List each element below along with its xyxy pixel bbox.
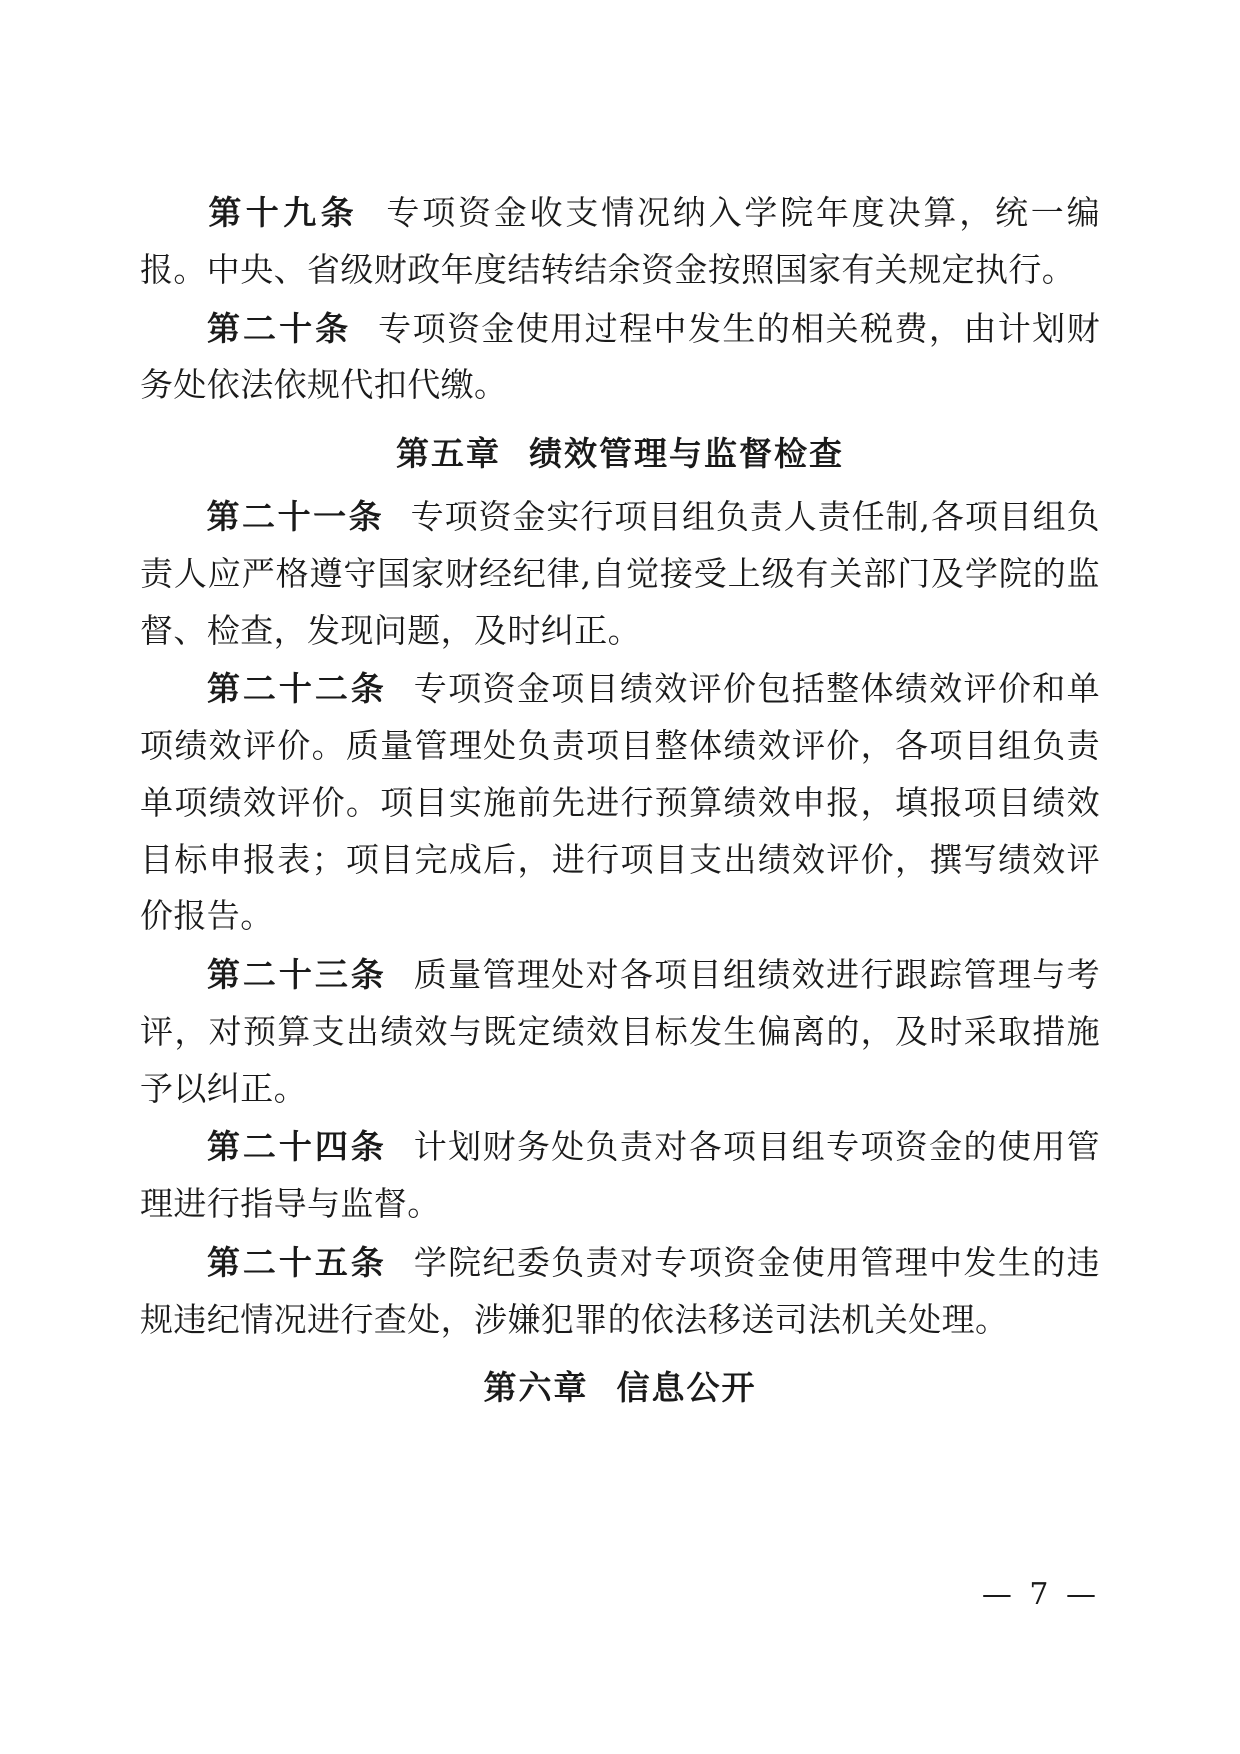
article-text: 专项资金项目绩效评价包括整体绩效评价和单项绩效评价。质量管理处负责项目整体绩效评价，各项目组负责单项绩效评价。项目实施前先进行预算绩效申报，填报项目绩效目标申报表；项目完成后，进行项目支出绩效评价，撰写绩效评价报告。: [140, 669, 1101, 936]
article-label: 第二十一条: [206, 497, 385, 536]
article-label: 第二十二条: [206, 669, 387, 709]
article-paragraph: [140, 301, 1100, 415]
article-paragraph: [140, 661, 1100, 945]
article-paragraph: [140, 1235, 1100, 1349]
chapter-title: 信息公开: [616, 1368, 757, 1408]
chapter-label: 第六章: [483, 1368, 589, 1408]
article-paragraph: [140, 185, 1100, 299]
document-body: [140, 185, 1100, 1423]
article-text: 质量管理处对各项目组绩效进行跟踪管理与考评，对预算支出绩效与既定绩效目标发生偏离的，及时采取措施予以纠正。: [140, 955, 1101, 1108]
chapter-heading: [140, 428, 1100, 475]
article-label: 第二十条: [206, 308, 352, 348]
article-text: 计划财务处负责对各项目组专项资金的使用管理进行指导与监督。: [140, 1127, 1101, 1223]
article-label: 第二十五条: [206, 1242, 387, 1282]
article-text: 专项资金收支情况纳入学院年度决算，统一编报。中央、省级财政年度结转结余资金按照国家有关规定执行。: [140, 193, 1100, 289]
article-label: 第二十四条: [206, 1127, 387, 1167]
chapter-heading: [140, 1362, 1100, 1409]
article-text: 学院纪委负责对专项资金使用管理中发生的违规违纪情况进行查处，涉嫌犯罪的依法移送司法机关处理。: [140, 1242, 1101, 1339]
article-text: 专项资金实行项目组负责人责任制,各项目组负责人应严格遵守国家财经纪律,自觉接受上级有关部门及学院的监督、检查，发现问题，及时纠正。: [140, 497, 1101, 650]
article-paragraph: [140, 1119, 1100, 1233]
article-label: 第十九条: [206, 193, 358, 232]
article-label: 第二十三条: [206, 955, 387, 994]
page-number: — 7 —: [981, 1577, 1100, 1612]
article-paragraph: [140, 947, 1100, 1117]
chapter-title: 绩效管理与监督检查: [529, 434, 844, 473]
article-paragraph: [140, 489, 1100, 659]
chapter-label: 第五章: [396, 434, 501, 473]
article-text: 专项资金使用过程中发生的相关税费，由计划财务处依法依规代扣代缴。: [140, 308, 1101, 405]
